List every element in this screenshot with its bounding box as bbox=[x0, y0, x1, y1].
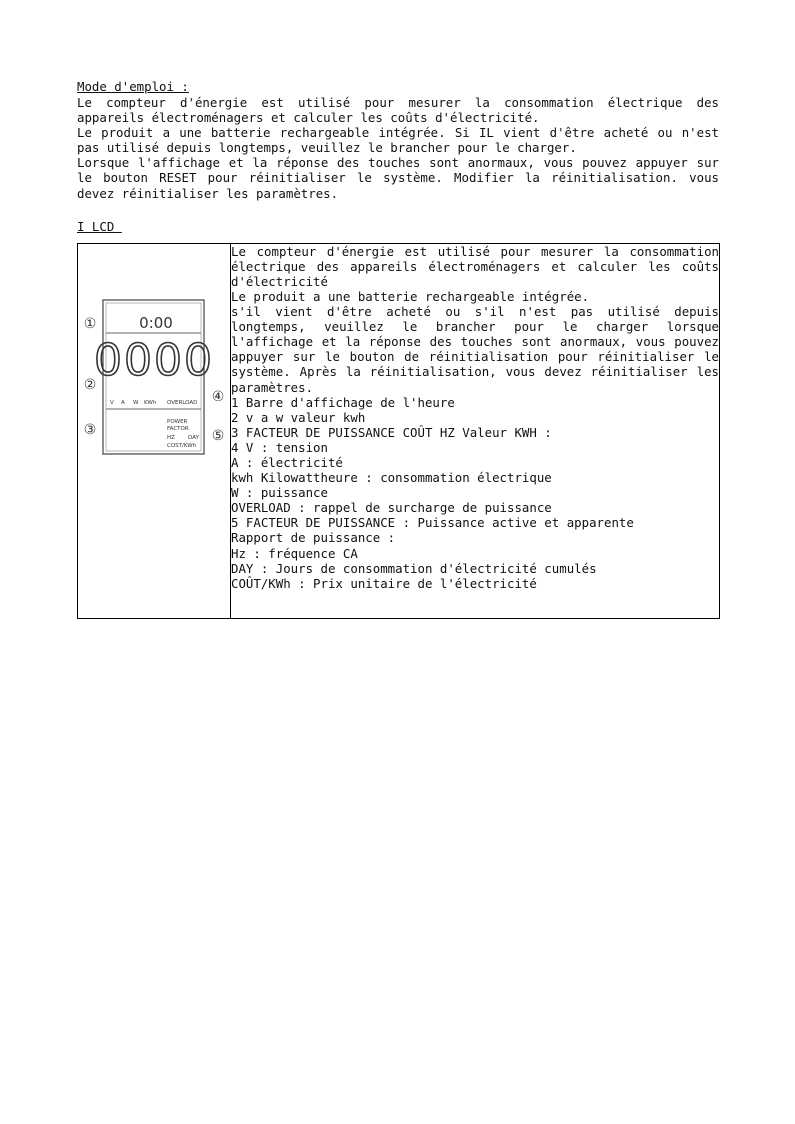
lcd-label-power: POWER bbox=[167, 418, 188, 425]
legend-item: 1 Barre d'affichage de l'heure bbox=[231, 394, 455, 410]
lcd-heading: I LCD bbox=[77, 218, 122, 234]
legend-item: W : puissance bbox=[231, 485, 328, 501]
legend-item: 5 FACTEUR DE PUISSANCE : Puissance active et apparente bbox=[231, 515, 634, 531]
callout-5: ⑤ bbox=[211, 427, 225, 444]
legend-item: COÛT/KWh : Prix unitaire de l'électricité bbox=[231, 575, 537, 591]
intro-paragraph-3: Lorsque l'affichage et la réponse des touches sont anormaux, vous pouvez appuyer sur le bouton RESET pour réinitialiser le système. Modifier la réinitialisation. vous devez réinitialiser les paramètres. bbox=[77, 155, 719, 201]
lcd-label-v: V bbox=[110, 399, 114, 406]
legend-item: 4 V : tension bbox=[231, 439, 328, 455]
lcd-main-display: 0000 bbox=[94, 334, 214, 386]
legend-item: A : électricité bbox=[231, 454, 343, 470]
description-paragraph-3: s'il vient d'être acheté ou s'il n'est pas utilisé depuis longtemps, veuillez le brancher pour le charger lorsque l'affichage et la réponse des touches sont anormaux, vous pouvez appuyer sur le bouton de réinitialisation pour réinitialiser le système. Après la réinitialisation, vous devez réinitialiser les paramètres. bbox=[231, 304, 727, 395]
legend-item: OVERLOAD : rappel de surcharge de puissance bbox=[231, 500, 552, 516]
lcd-time-display: 0:00 bbox=[139, 313, 173, 332]
lcd-label-a: A bbox=[121, 399, 125, 406]
intro-heading: Mode d'emploi : bbox=[77, 79, 189, 94]
lcd-label-hz: HZ bbox=[167, 434, 175, 441]
callout-4: ④ bbox=[211, 388, 225, 405]
intro-paragraph-2: Le produit a une batterie rechargeable intégrée. Si IL vient d'être acheté ou n'est pas utilisé depuis longtemps, veuillez le brancher pour le charger. bbox=[77, 125, 719, 156]
callout-1: ① bbox=[83, 315, 97, 332]
document-page bbox=[77, 76, 727, 619]
callout-2: ② bbox=[83, 376, 97, 393]
intro-paragraph-1: Le compteur d'énergie est utilisé pour mesurer la consommation électrique des appareils électroménagers et calculer les coûts d'électricité. bbox=[77, 95, 719, 126]
lcd-label-day: DAY bbox=[188, 434, 199, 441]
description-paragraph-2: Le produit a une batterie rechargeable intégrée. bbox=[231, 288, 590, 304]
lcd-label-kwh: KWh bbox=[144, 399, 157, 406]
lcd-label-factor: FACTOR bbox=[167, 425, 189, 432]
lcd-description-cell bbox=[231, 243, 727, 618]
legend-item: Hz : fréquence CA bbox=[231, 545, 358, 561]
lcd-label-w: W bbox=[133, 399, 139, 406]
lcd-diagram-cell bbox=[78, 243, 231, 618]
legend-item: 2 v a w valeur kwh bbox=[231, 409, 366, 425]
legend-item: DAY : Jours de consommation d'électricité cumulés bbox=[231, 560, 597, 576]
lcd-label-cost: COST/KWh bbox=[167, 442, 197, 449]
legend-item: 3 FACTEUR DE PUISSANCE COÛT HZ Valeur KWH : bbox=[231, 424, 552, 440]
callout-3: ③ bbox=[83, 421, 97, 438]
lcd-diagram bbox=[78, 244, 230, 614]
legend-item: kwh Kilowattheure : consommation électrique bbox=[231, 470, 552, 486]
lcd-label-overload: OVERLOAD bbox=[167, 399, 198, 406]
lcd-table bbox=[77, 243, 727, 619]
description-paragraph-1: Le compteur d'énergie est utilisé pour mesurer la consommation électrique des appareils électroménagers et calculer les coûts d'électricité bbox=[231, 243, 727, 289]
legend-item: Rapport de puissance : bbox=[231, 530, 396, 546]
